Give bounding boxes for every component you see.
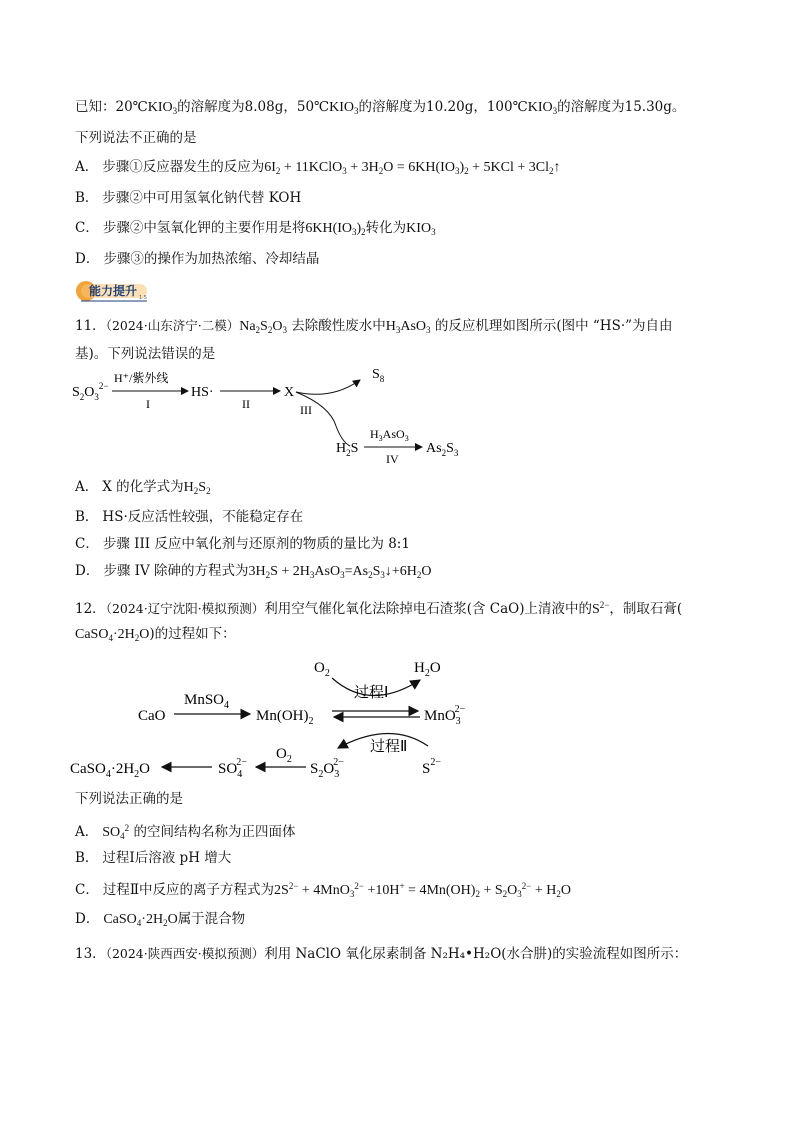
step2-label: II [242, 397, 250, 411]
step3-label: III [300, 403, 312, 417]
badge-small: 1·5 [139, 295, 147, 301]
arrow-step3-to-s8 [296, 380, 360, 394]
h3aso3-cond: $H_3AsO_3$ [370, 427, 409, 443]
s2o3-label: $S_2O_3^{2-}$ [72, 381, 109, 402]
q10-prompt: 下列说法不正确的是 [75, 130, 197, 146]
mnso4-label: MnSO$_4$ [184, 692, 230, 711]
cao-label: CaO [138, 708, 166, 724]
q10-option-c[interactable]: C． 步骤②中氢氧化钾的主要作用是将$6KH(IO_3)_2$转化为$KIO_3$ [75, 220, 436, 237]
q12-process-diagram [70, 650, 490, 782]
badge-label: 能力提升 [89, 284, 138, 298]
so4-label: $SO_42-$ [218, 757, 247, 780]
s2-label: $S^{2-}$ [422, 757, 441, 777]
q10-option-a[interactable]: A． 步骤①反应器发生的反应为$6I_2$ + 11KClO$_3$ + $3H_2O = 6KH(IO_3)_2 + 5KCl$ + $3Cl_2↑$ [75, 159, 561, 176]
gypsum-label: $CaSO_4\cdot 2H_2O$ [70, 761, 151, 780]
mno3-label: MnO$_3$2− [424, 704, 466, 727]
x-species: X [284, 385, 295, 400]
q11-stem-line1: 11．（2024·山东济宁·二模）$Na_2S_2O_3$ 去除酸性废水中$H_3AsO_3$ 的反应机理如图所示(图中 “HS·”为自由 [75, 318, 673, 335]
q11-stem-line2: 基)。下列说法错误的是 [75, 346, 216, 362]
q12-prompt: 下列说法正确的是 [75, 791, 183, 807]
h2o-top: $H_2O$ [414, 660, 441, 679]
o2-mid: $O_2$ [276, 746, 292, 765]
mnoh2-label: $Mn(OH)_2$ [256, 708, 314, 727]
as2s3-label: $As_2S_3$ [426, 441, 459, 458]
process1-label: 过程Ⅰ [354, 683, 389, 701]
q10-option-d[interactable]: D． 步骤③的操作为加热浓缩、冷却结晶 [75, 251, 320, 267]
section-badge-icon [75, 280, 151, 302]
q11-mechanism-diagram [70, 366, 490, 466]
process2-label: 过程Ⅱ [370, 737, 408, 755]
s8-label: $S_8$ [372, 367, 385, 384]
step4-label: IV [386, 452, 399, 466]
q11-option-b[interactable]: B． HS·反应活性较强，不能稳定存在 [75, 509, 304, 525]
hs-radical: HS· [191, 385, 214, 400]
q12-option-a[interactable]: A． $SO_4^2$ 的空间结构名称为正四面体 [75, 823, 296, 841]
q12-stem-line1: 12．（2024·辽宁沈阳·模拟预测）利用空气催化氧化法除掉电石渣浆(含 CaO)上清液中的$S^{2-}$，制取石膏( [75, 600, 683, 617]
q12-option-d[interactable]: D． $CaSO_4\cdot 2H_2O$属于混合物 [75, 911, 246, 928]
q11-option-c[interactable]: C． 步骤 III 反应中氧化剂与还原剂的物质的量比为 8:1 [75, 536, 410, 552]
q11-option-a[interactable]: A． X 的化学式为$H_2S_2$ [75, 479, 211, 496]
step1-label: I [146, 397, 150, 411]
h2s-label: $H_2S$ [336, 441, 359, 458]
known-solubility-line: 已知：$20℃KIO_3$的溶解度为8.08g，$50℃KIO_3$的溶解度为10.20g，$100℃KIO_3$的溶解度为15.30g。 [75, 99, 686, 116]
q12-option-b[interactable]: B． 过程Ⅰ后溶液 pH 增大 [75, 850, 232, 866]
q12-option-c[interactable]: C． 过程Ⅱ中反应的离子方程式为$2S^{2-} + 4MnO_3^{2-} +10H^+ = 4Mn(OH)_2 + S_2O_3^{2-} + H_2O$ [75, 881, 571, 899]
curve-step3-to-h2s [296, 392, 350, 446]
q12-stem-line2: $CaSO_4\cdot 2H_2O$)的过程如下： [75, 626, 236, 643]
q10-option-b[interactable]: B． 步骤②中可用氢氧化钠代替 KOH [75, 190, 302, 206]
cond-h-uv: H⁺/紫外线 [114, 371, 169, 385]
q11-option-d[interactable]: D． 步骤 IV 除砷的方程式为$3H_2S$ + $2H_3AsO_3=As_2S_3↓+6H_2O$ [75, 563, 432, 580]
o2-top: $O_2$ [314, 660, 330, 679]
q13-stem: 13．（2024·陕西西安·模拟预测）利用 NaClO 氧化尿素制备 N₂H₄•H₂O(水合肼)的实验流程如图所示： [75, 946, 688, 962]
s2o3-label-q12: $S_2O_32-$ [310, 757, 344, 780]
